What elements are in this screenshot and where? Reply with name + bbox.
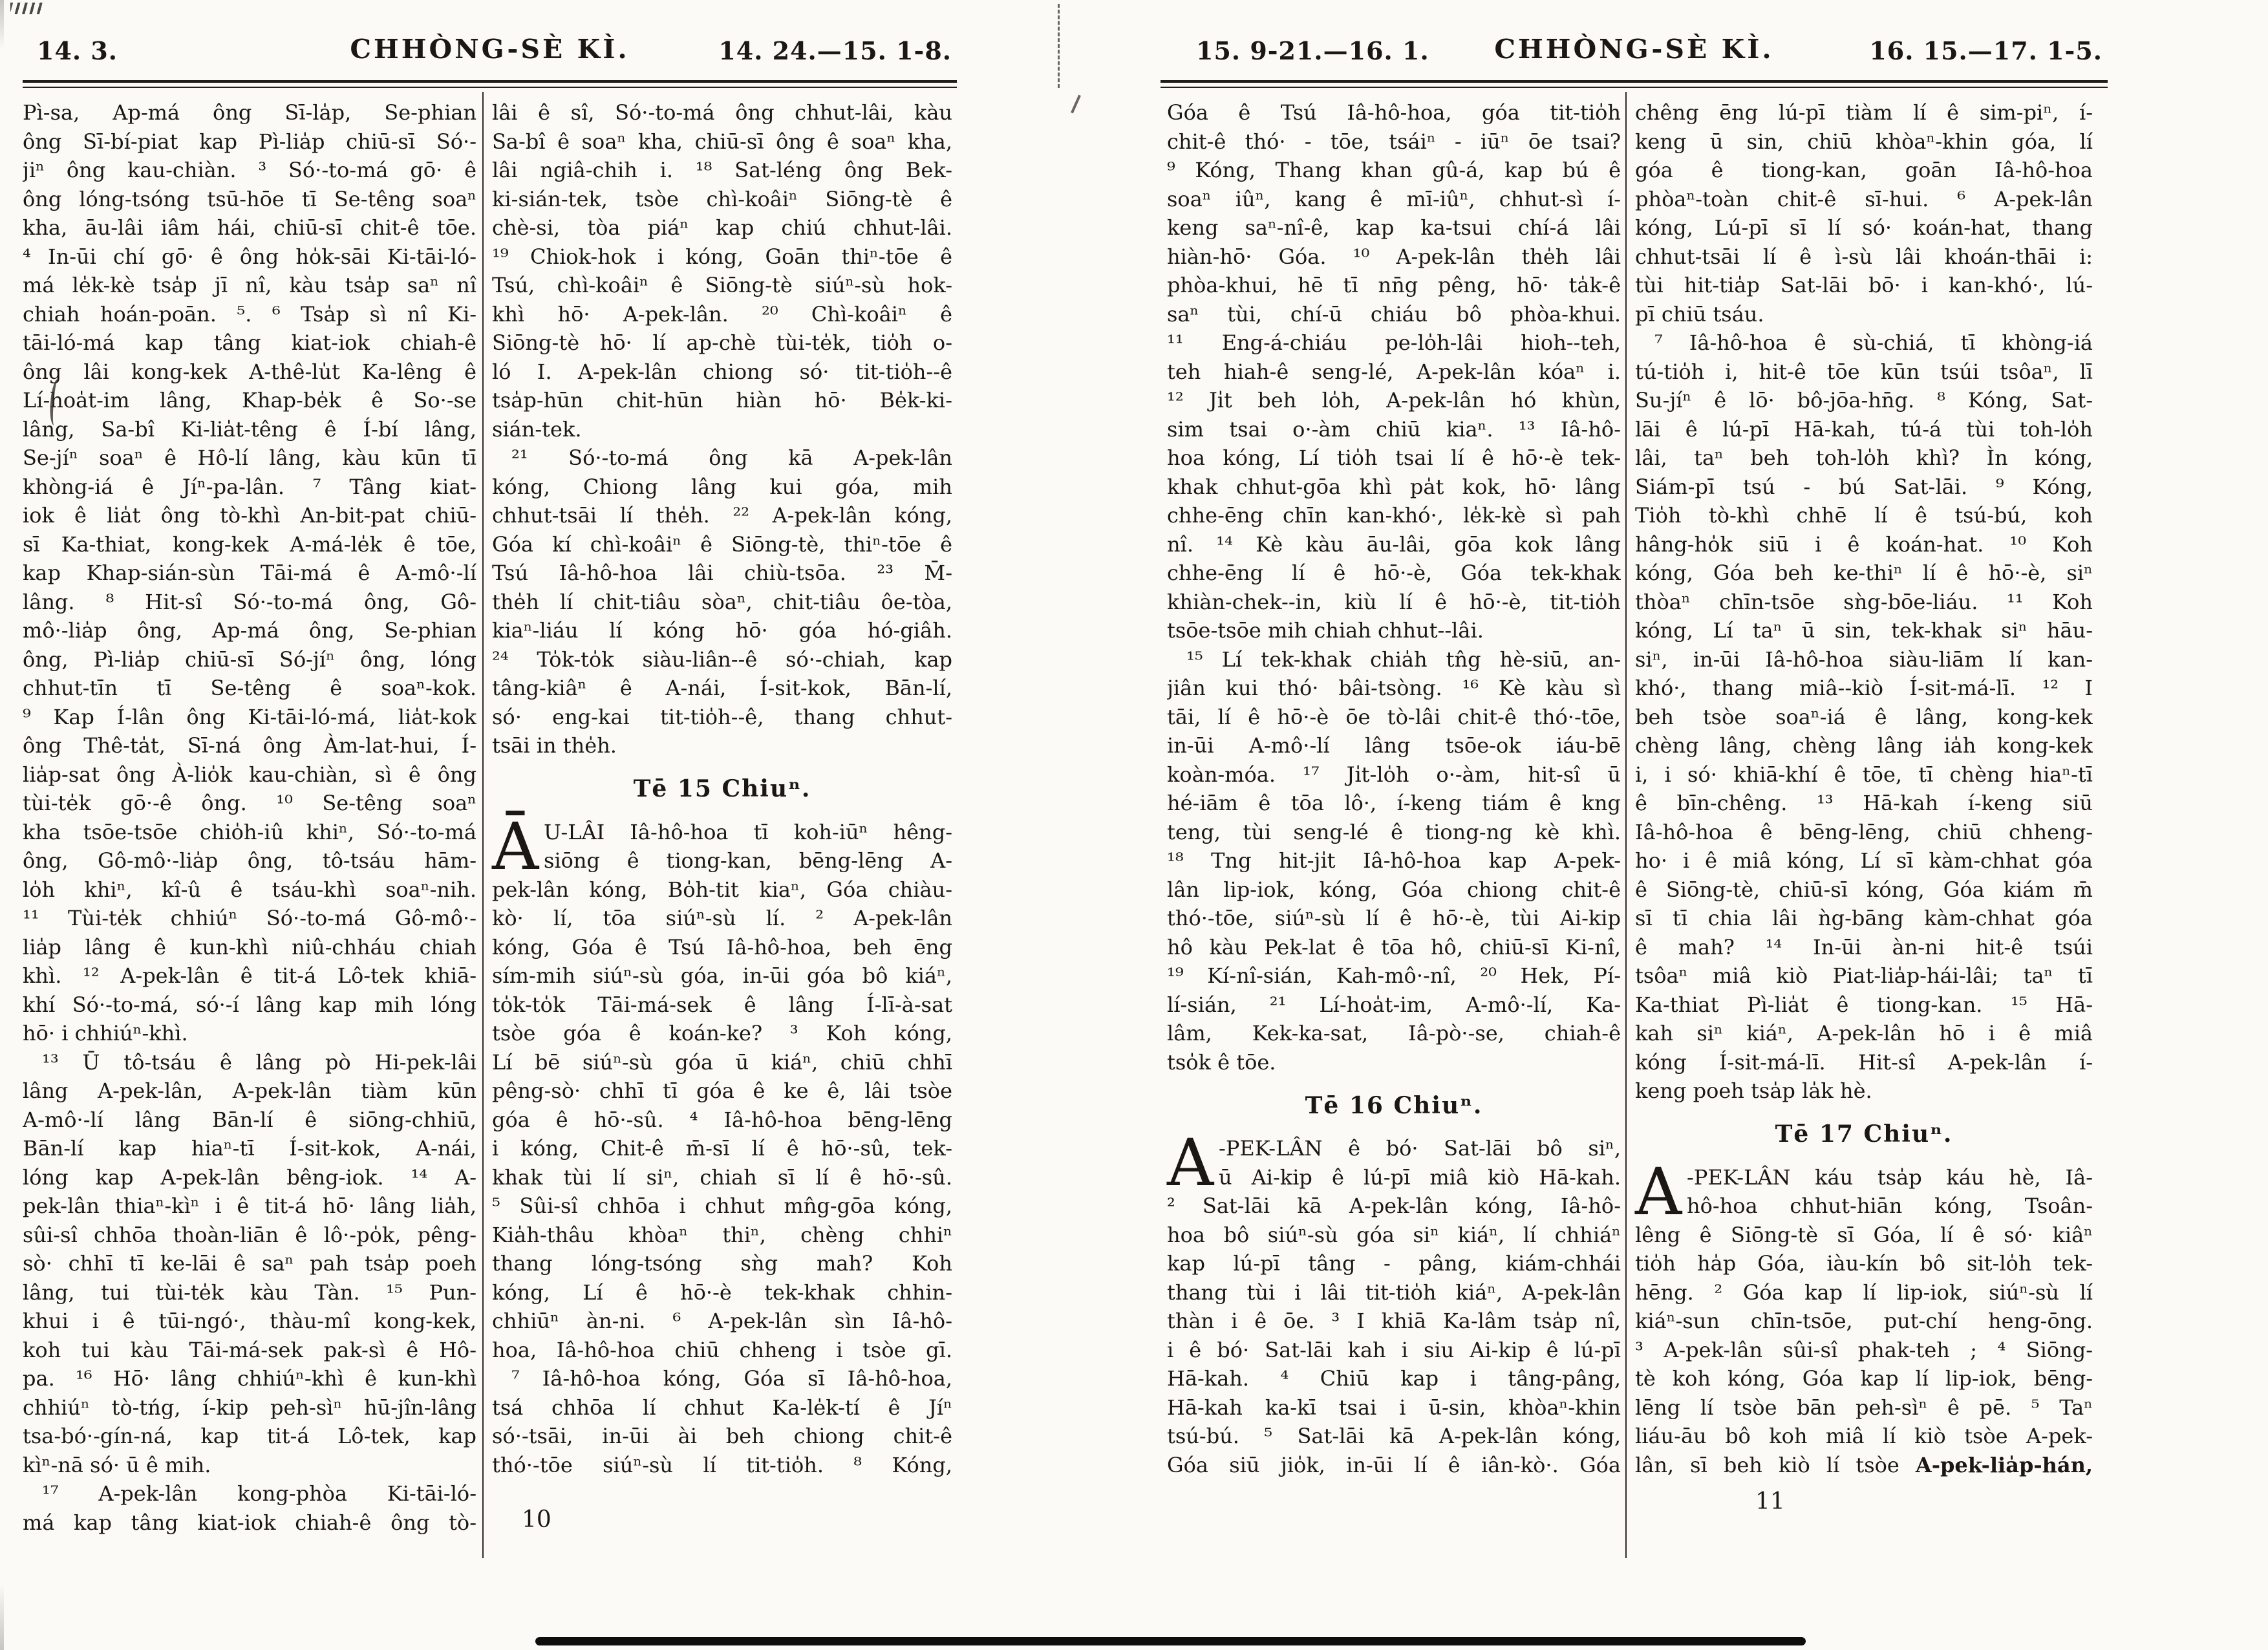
- text-line: Iâ-hô-hoa ê bēng-lēng, chiū chheng-: [1635, 819, 2093, 844]
- text-column-right: [1635, 98, 2093, 1479]
- text-line: ông, Pì-lia̍p chiū-sī Só-jíⁿ ông, lóng: [23, 647, 476, 672]
- text-line: khak tùi lí siⁿ, chiah sī lí ê hō·-sû.: [492, 1164, 952, 1190]
- text-line: hoa, Iâ-hô-hoa chiū chheng i tsòe gī.: [492, 1337, 952, 1362]
- drop-cap: Ā: [492, 808, 539, 884]
- running-ref-left: 14. 3.: [37, 36, 118, 65]
- text-line: chhut-tsāi lí the̍h. ²² A-pek-lân kóng,: [492, 503, 952, 528]
- text-line: thàn i ê ōe. ³ I khiā Ka-lâm tsa̍p nî,: [1167, 1309, 1621, 1333]
- text-line: lo̍h khiⁿ, kî-û ê tsáu-khì soaⁿ-nih.: [23, 877, 476, 902]
- text-line: só· eng-kai tit-tio̍h--ê, thang chhut-: [492, 704, 952, 729]
- text-line: chiah hoán-poān. ⁵. ⁶ Tsa̍p sì nî Ki-: [23, 301, 476, 327]
- text-line: ²¹ Só·-to-má ông kā A-pek-lân: [511, 445, 952, 470]
- text-line: hoa bô siúⁿ-sù góa siⁿ kiáⁿ, lí chhiáⁿ: [1167, 1222, 1621, 1247]
- header-rule: [23, 80, 957, 88]
- text-line: lâng, Sa-bî Ki-lia̍t-têng ê Í-bí lâng,: [23, 416, 476, 442]
- text-line: kha, āu-lâi iâm hái, chiū-sī chit-ê tōe.: [23, 215, 476, 240]
- text-line: ê mah? ¹⁴ In-ūi àn-ni hit-ê tsúi: [1635, 934, 2093, 959]
- text-line: khì. ¹² A-pek-lân ê tit-á Lô-tek khiā-: [23, 963, 476, 988]
- text-line: jiⁿ ông kau-chiàn. ³ Só·-to-má gō· ê: [23, 158, 476, 182]
- page-left: [23, 26, 957, 1623]
- drop-cap: A: [1167, 1125, 1214, 1201]
- text-line: mô·-lia̍p ông, Ap-má ông, Se-phian: [23, 618, 476, 643]
- text-line: khí Só·-to-má, só·-í lâng kap mih lóng: [23, 992, 476, 1017]
- text-line: kap lú-pī tâng - pâng, kiám-chhái: [1167, 1251, 1621, 1276]
- emphasized-name: A-pek-lia̍p-hán,: [1915, 1452, 2093, 1477]
- text-line: lāi ê lú-pī Hā-kah, tú-á tùi toh-lo̍h: [1635, 416, 2093, 442]
- text-line: lâi ê sî, Só·-to-má ông chhut-lâi, kàu: [492, 100, 952, 125]
- text-line: sûi-sî chhōa thoàn-liān ê lô·-po̍k, pêng-: [23, 1222, 476, 1247]
- text-line: pêng-sò· chhī tī góa ê ke ê, lâi tsòe: [492, 1078, 952, 1103]
- text-line: lâm, Kek-ka-sat, Iâ-pò·-se, chiah-ê: [1167, 1021, 1621, 1045]
- text-line: lēng lí tsòe bān peh-sìⁿ ê pē. ⁵ Taⁿ: [1635, 1395, 2093, 1420]
- text-line: tùi-te̍k gō·-ê ông. ¹⁰ Se-têng soaⁿ: [23, 791, 476, 815]
- text-line: chèng lâng, chèng lâng ia̍h kong-kek: [1635, 733, 2093, 758]
- text-line: hô-hoa chhut-hiān kóng, Tsoân-: [1687, 1194, 2093, 1218]
- text-line: saⁿ tùi, chí-ū chiáu bô phòa-khui.: [1167, 301, 1621, 327]
- text-line: ¹¹ Tùi-te̍k chhiúⁿ Só·-to-má Gô-mô·-: [23, 906, 476, 930]
- text-line: thó·-tōe siúⁿ-sù lí tit-tio̍h. ⁸ Kóng,: [492, 1452, 952, 1477]
- text-line: ¹⁹ Kí-nî-sián, Kah-mô·-nî, ²⁰ Hek, Pí-: [1167, 963, 1621, 988]
- text-line: Se-jíⁿ soaⁿ ê Hô-lí lâng, kàu kūn tī: [23, 445, 476, 470]
- text-line: ⁷ Iâ-hô-hoa ê sù-chiá, tī khòng-iá: [1654, 330, 2093, 355]
- text-line: keng poeh tsa̍p la̍k hè.: [1635, 1078, 1872, 1103]
- text-line: chêng ēng lú-pī tiàm lí ê sim-piⁿ, í-: [1635, 100, 2093, 125]
- chapter-heading: Tē 16 Chiuⁿ.: [1305, 1091, 1483, 1119]
- text-line: ¹⁹ Chiok-hok i kóng, Goān thiⁿ-tōe ê: [492, 244, 952, 269]
- text-line: kah siⁿ kiáⁿ, A-pek-lân hō i ê miâ: [1635, 1021, 2093, 1045]
- text-line: sī tī chia lâi ǹg-bāng kàm-chhat góa: [1635, 906, 2093, 930]
- text-line: tsōe-tsōe mih chiah chhut--lâi.: [1167, 618, 1484, 643]
- text-line: khì hō· A-pek-lân. ²⁰ Chì-koâiⁿ ê: [492, 301, 952, 327]
- text-line: tsāi in the̍h.: [492, 733, 617, 758]
- text-line: lâi ngiâ-chih i. ¹⁸ Sat-léng ông Bek-: [492, 158, 952, 182]
- text-line: ¹⁷ A-pek-lân kong-phòa Ki-tāi-ló-: [42, 1481, 476, 1506]
- text-line: pa. ¹⁶ Hō· lâng chhiúⁿ-khì ê kun-khì: [23, 1366, 476, 1391]
- text-line: thó·-tōe, siúⁿ-sù lí ê hō·-è, tùi Ai-kip: [1167, 906, 1621, 930]
- text-line: ū Ai-kip ê lú-pī miâ kiò Hā-kah.: [1219, 1164, 1621, 1190]
- page-number: 10: [522, 1506, 551, 1533]
- text-line: ló I. A-pek-lân chiong só· tit-tio̍h--ê: [492, 359, 952, 384]
- text-line: i ê bó· Sat-lāi kah i siu Ai-kip ê lú-pī: [1167, 1337, 1621, 1362]
- text-line: the̍h lí chit-tiâu sòaⁿ, chit-tiâu ôe-tòa,: [492, 589, 952, 614]
- text-line: Lí bē siúⁿ-sù góa ū kiáⁿ, chiū chhī: [492, 1049, 952, 1075]
- text-line: -PEK-LÂN káu tsa̍p káu hè, Iâ-: [1687, 1164, 2093, 1190]
- text-line: tsú-bú. ⁵ Sat-lāi kā A-pek-lân kóng,: [1167, 1424, 1621, 1448]
- text-line: Góa ê Tsú Iâ-hô-hoa, góa tit-tio̍h: [1167, 100, 1621, 125]
- text-line: lâng. ⁸ Hit-sî Só·-to-má ông, Gô-: [23, 589, 476, 614]
- text-line: pek-lân thiaⁿ-kìⁿ i ê tit-á hō· lâng lia̍h,: [23, 1194, 476, 1218]
- text-line: tsòe góa ê koán-ke? ³ Koh kóng,: [492, 1021, 952, 1045]
- text-line: sò· chhī tī ke-lāi ê saⁿ pah tsa̍p poeh: [23, 1251, 476, 1276]
- text-line: keng ū sin, chiū khòaⁿ-khin góa, lí: [1635, 129, 2093, 154]
- text-line: khòng-iá ê Jíⁿ-pa-lân. ⁷ Tâng kiat-: [23, 474, 476, 499]
- text-line: lóng kap A-pek-lân bêng-iok. ¹⁴ A-: [23, 1164, 476, 1190]
- column-divider: [482, 92, 484, 1558]
- text-line: hé-iām ê tōa lô·, í-keng tiám ê kng: [1167, 791, 1621, 815]
- chapter-heading: Tē 17 Chiuⁿ.: [1775, 1120, 1953, 1148]
- text-line: chhe-ēng chīn kan-khó·, le̍k-kè sì pah: [1167, 503, 1621, 528]
- text-line: siōng ê tiong-kan, bēng-lēng A-: [544, 848, 952, 873]
- text-column-right: [492, 98, 952, 1479]
- text-line: sián-tek.: [492, 416, 582, 442]
- running-title: CHHÒNG-SÈ KÌ.: [1494, 34, 1774, 65]
- running-ref-left: 15. 9-21.—16. 1.: [1196, 36, 1429, 65]
- text-line: ²⁴ To̍k-to̍k siàu-liân--ê só·-chiah, kap: [492, 647, 952, 672]
- text-line: tsa-bó·-gín-ná, kap tit-á Lô-tek, kap: [23, 1424, 476, 1448]
- text-line: koàn-móa. ¹⁷ Ji̍t-lo̍h o·-àm, hit-sî ū: [1167, 762, 1621, 787]
- running-ref-right: 16. 15.—17. 1-5.: [1869, 36, 2102, 65]
- text-line: kóng Í-sit-má-lī. Hit-sî A-pek-lân í-: [1635, 1049, 2093, 1075]
- text-line: kò· lí, tōa siúⁿ-sù lí. ² A-pek-lân: [492, 906, 952, 930]
- text-line: teh hiah-ê seng-lé, A-pek-lân kóaⁿ i.: [1167, 359, 1621, 384]
- text-line: Hā-kah ka-kī tsai i ū-sin, khòaⁿ-khin: [1167, 1395, 1621, 1420]
- text-line: pek-lân kóng, Bo̍h-tit kiaⁿ, Góa chiàu-: [492, 877, 952, 902]
- text-line: soaⁿ iûⁿ, kang ê mī-iûⁿ, chhut-sì í-: [1167, 186, 1621, 211]
- text-line: kóng, Lí ê hō·-è tek-khak chhin-: [492, 1280, 952, 1305]
- text-line: kiáⁿ-sun chīn-tsōe, put-chí heng-ōng.: [1635, 1309, 2093, 1333]
- text-line: U-LÂI Iâ-hô-hoa tī koh-iūⁿ hêng-: [544, 819, 952, 844]
- text-line: tè koh kóng, Góa kap lí lip-iok, bēng-: [1635, 1366, 2093, 1391]
- text-line: kìⁿ-nā só· ū ê mih.: [23, 1452, 211, 1477]
- page-right: [1161, 26, 2108, 1623]
- text-line: thang tùi i lâi tit-tio̍h kiáⁿ, A-pek-lân: [1167, 1280, 1621, 1305]
- text-segment: lân, sī beh kiò lí tsòe: [1635, 1452, 1916, 1477]
- text-line: ³ A-pek-lân sûi-sî phak-teh ; ⁴ Siōng-: [1635, 1337, 2093, 1362]
- gutter-fold-mark: [1058, 4, 1060, 88]
- text-line: ¹¹ Eng-á-chiáu pe-lo̍h-lâi hioh--teh,: [1167, 330, 1621, 355]
- text-column-left: [1167, 98, 1621, 1479]
- text-line: i, i só· khiā-khí ê tōe, tī chèng hiaⁿ-tī: [1635, 762, 2093, 787]
- text-line: hoa kóng, Lí tio̍h tsai lí ê hō·-è tek-: [1167, 445, 1621, 470]
- text-line: Ka-thiat Pì-lia̍t ê tiong-kan. ¹⁵ Hā-: [1635, 992, 2093, 1017]
- text-line: lâng, tui tùi-te̍k kàu Tàn. ¹⁵ Pun-: [23, 1280, 476, 1305]
- text-line: beh tsòe soaⁿ-iá ê lâng, kong-kek: [1635, 704, 2093, 729]
- text-line: Tsú Iâ-hô-hoa lâi chiù-tsōa. ²³ M̄-: [492, 561, 952, 585]
- text-line: siⁿ, in-ūi Iâ-hô-hoa siàu-liām lí kan-: [1635, 647, 2093, 672]
- text-line: ⁵ Sûi-sî chhōa i chhut mn̂g-gōa kóng,: [492, 1194, 952, 1218]
- text-line: Góa kí chì-koâiⁿ ê Siōng-tè, thiⁿ-tōe ê: [492, 531, 952, 557]
- text-line: ⁴ In-ūi chí gō· ê ông ho̍k-sāi Ki-tāi-ló-: [23, 244, 476, 269]
- text-line: chè-si, tòa piáⁿ kap chiú chhut-lâi.: [492, 215, 952, 240]
- text-line: Su-jíⁿ ê lō· bô-jōa-hn̄g. ⁸ Kóng, Sat-: [1635, 388, 2093, 412]
- text-line: jiân kui thó· bâi-tsòng. ¹⁶ Kè kàu sì: [1167, 676, 1621, 700]
- text-line: ⁹ Kap Í-lân ông Ki-tāi-ló-má, lia̍t-kok: [23, 704, 476, 729]
- text-line: ¹⁵ Lí tek-khak chia̍h tn̂g hè-siū, an-: [1186, 647, 1621, 672]
- text-line: Siōng-tè hō· lí ap-chè tùi-te̍k, tio̍h o-: [492, 330, 952, 355]
- text-line: ho· i ê miâ kóng, Lí sī kàm-chhat góa: [1635, 848, 2093, 873]
- scan-artifact-topleft: [10, 3, 44, 14]
- text-line: lâng A-pek-lân, A-pek-lân tiàm kūn: [23, 1078, 476, 1103]
- text-line: kóng, Chiong lâng kui góa, mih: [492, 474, 952, 499]
- gutter-fold-tick: [1071, 94, 1081, 113]
- text-line: tāi, lí ê hō·-è ōe tò-lâi chit-ê thó·-tōe,: [1167, 704, 1621, 729]
- text-line: ¹² Ji̍t beh lo̍h, A-pek-lân hó khùn,: [1167, 388, 1621, 412]
- text-line: tso̍k ê tōe.: [1167, 1049, 1276, 1075]
- text-line: chhe-ēng lí ê hō·-è, Góa tek-khak: [1167, 561, 1621, 585]
- text-line: lêng ê Siōng-tè sī Góa, lí ê só· kiâⁿ: [1635, 1222, 2093, 1247]
- text-line: phòa-khui, hē tī nn̄g pêng, hō· ta̍k-ê: [1167, 273, 1621, 297]
- text-line: góa ê hō·-sû. ⁴ Iâ-hô-hoa bēng-lēng: [492, 1107, 952, 1132]
- text-line: to̍k-to̍k Tāi-má-sek ê lâng Í-lī-à-sat: [492, 992, 952, 1017]
- text-line: Tio̍h tò-khì chhē lí ê tsú-bú, koh: [1635, 503, 2093, 528]
- text-line: tsôaⁿ miâ kiò Piat-lia̍p-hái-lâi; taⁿ tī: [1635, 963, 2093, 988]
- chapter-heading: Tē 15 Chiuⁿ.: [633, 775, 811, 802]
- page-number: 11: [1755, 1488, 1785, 1515]
- text-line: ông Sī-bí-piat kap Pì-lia̍p chiū-sī Só·-: [23, 129, 476, 154]
- column-divider: [1625, 92, 1627, 1558]
- text-line: hâng-ho̍k siū i ê koán-hat. ¹⁰ Koh: [1635, 531, 2093, 557]
- text-line: thang lóng-tsóng sǹg mah? Koh: [492, 1251, 952, 1276]
- text-line: in-ūi A-mô·-lí lâng tsōe-ok iáu-bē: [1167, 733, 1621, 758]
- text-line: chhut-tsāi lí ê ì-sù lâi khoán-thāi i:: [1635, 244, 2093, 269]
- scan-edge-shadow: [535, 1637, 1806, 1645]
- text-line: koh tui kàu Tāi-má-sek pak-sì ê Hô-: [23, 1337, 476, 1362]
- text-column-left: [23, 98, 476, 1537]
- text-line: tâng-kiâⁿ ê A-nái, Í-sit-kok, Bān-lí,: [492, 676, 952, 700]
- text-line: má le̍k-kè tsa̍p jī nî, kàu tsa̍p saⁿ nî: [23, 273, 476, 297]
- text-line: ông Thê-ta̍t, Sī-ná ông Àm-lat-hui, Í-: [23, 733, 476, 758]
- text-line: hēng. ² Góa kap lí lip-iok, siúⁿ-sù lí: [1635, 1280, 2093, 1305]
- text-line: khak chhut-gōa khì pa̍t kok, hō· lâng: [1167, 474, 1621, 499]
- text-line: kiaⁿ-liáu lí kóng hō· góa hó-giâh.: [492, 618, 952, 643]
- text-line: Kia̍h-thâu khòaⁿ thiⁿ, chèng chhiⁿ: [492, 1222, 952, 1247]
- page-header: [23, 26, 957, 76]
- text-line: ông lóng-tsóng tsū-hōe tī Se-têng soaⁿ: [23, 186, 476, 211]
- drop-cap: A: [1635, 1153, 1682, 1230]
- text-line: lân lip-iok, kóng, Góa chiong chit-ê: [1167, 877, 1621, 902]
- text-line: hiàn-hō· Góa. ¹⁰ A-pek-lân the̍h lâi: [1167, 244, 1621, 269]
- text-line: chit-ê thó· - tōe, tsáiⁿ - iūⁿ ōe tsai?: [1167, 129, 1621, 154]
- text-line: Bān-lí kap hiaⁿ-tī Í-sit-kok, A-nái,: [23, 1136, 476, 1161]
- text-line: nî. ¹⁴ Kè kàu āu-lâi, gōa kok lâng: [1167, 531, 1621, 557]
- text-line: hô kàu Pek-lat ê tōa hô, chiū-sī Ki-nî,: [1167, 934, 1621, 959]
- text-line: tsa̍p-hūn chit-hūn hiàn hō· Be̍k-ki-: [492, 388, 952, 412]
- running-title: CHHÒNG-SÈ KÌ.: [350, 34, 630, 65]
- text-line: ⁷ Iâ-hô-hoa kóng, Góa sī Iâ-hô-hoa,: [511, 1366, 952, 1391]
- text-line: -PEK-LÂN ê bó· Sat-lāi bô siⁿ,: [1219, 1136, 1621, 1161]
- text-line: kha tsōe-tsōe chio̍h-iû khiⁿ, Só·-to-má: [23, 819, 476, 844]
- text-line: kóng, Góa beh ke-thiⁿ lí ê hō·-è, siⁿ: [1635, 561, 2093, 585]
- text-line: má kap tâng kiat-iok chiah-ê ông tò-: [23, 1510, 476, 1535]
- text-line: ¹³ Ū tô-tsáu ê lâng pò Hi-pek-lâi: [42, 1049, 476, 1075]
- text-line: lia̍p lâng ê kun-khì niû-chháu chiah: [23, 934, 476, 959]
- text-line: hō· i chhiúⁿ-khì.: [23, 1021, 188, 1045]
- text-line: ki-sián-tek, tsòe chì-koâiⁿ Siōng-tè ê: [492, 186, 952, 211]
- text-line: pī chiū tsáu.: [1635, 301, 1764, 327]
- text-line: liáu-āu bô koh miâ lí kiò tsòe A-pek-: [1635, 1424, 2093, 1448]
- text-line: sím-mih siúⁿ-sù góa, in-ūi góa bô kiáⁿ,: [492, 963, 952, 988]
- text-line: kóng, Lí taⁿ ū sin, tek-khak siⁿ hāu-: [1635, 618, 2093, 643]
- text-line: iok ê lia̍t ông tò-khì An-bit-pat chiū-: [23, 503, 476, 528]
- text-line: i kóng, Chit-ê m̄-sī lí ê hō·-sû, tek-: [492, 1136, 952, 1161]
- text-line: phòaⁿ-toàn chit-ê sī-hui. ⁶ A-pek-lân: [1635, 186, 2093, 211]
- text-line: tāi-ló-má kap tâng kiat-iok chiah-ê: [23, 330, 476, 355]
- text-line: sī Ka-thiat, kong-kek A-má-le̍k ê tōe,: [23, 531, 476, 557]
- text-line: chhiūⁿ àn-ni. ⁶ A-pek-lân sìn Iâ-hô-: [492, 1309, 952, 1333]
- text-line: Hā-kah. ⁴ Chiū kap i tâng-pâng,: [1167, 1366, 1621, 1391]
- text-line: teng, tùi seng-lé ê tiong-ng kè khì.: [1167, 819, 1621, 844]
- text-line: kóng, Lú-pī sī lí só· koán-hat, thang: [1635, 215, 2093, 240]
- text-line: tio̍h ha̍p Góa, iàu-kín bô sit-lo̍h tek-: [1635, 1251, 2093, 1276]
- text-line: tùi hit-tia̍p Sat-lāi bō· i kan-khó·, lú-: [1635, 273, 2093, 297]
- text-line: ê Siōng-tè, chiū-sī kóng, Góa kiám m̄: [1635, 877, 2093, 902]
- text-line: tsá chhōa lí chhut Ka-le̍k-tí ê Jíⁿ: [492, 1395, 952, 1420]
- text-line: khiàn-chek--in, kiù lí ê hō·-è, tit-tio̍h: [1167, 589, 1621, 614]
- text-line: ² Sat-lāi kā A-pek-lân kóng, Iâ-hô-: [1167, 1194, 1621, 1218]
- text-line: ⁹ Kóng, Thang khan gû-á, kap bú ê: [1167, 158, 1621, 182]
- text-line: tú-tio̍h i, hit-ê tōe kūn tsúi tsôaⁿ, lī: [1635, 359, 2093, 384]
- text-line: kap Khap-sián-sùn Tāi-má ê A-mô·-lí: [23, 561, 476, 585]
- text-line: [1635, 1451, 2093, 1480]
- text-line: lia̍p-sat ông À-lio̍k kau-chiàn, sì ê ông: [23, 762, 476, 787]
- text-line: A-mô·-lí lâng Bān-lí ê siōng-chhiū,: [23, 1107, 476, 1132]
- text-line: lí-sián, ²¹ Lí-hoa̍t-im, A-mô·-lí, Ka-: [1167, 992, 1621, 1017]
- text-line: khui i ê tūi-ngó·, thàu-mî kong-kek,: [23, 1309, 476, 1333]
- text-line: ê bīn-chêng. ¹³ Hā-kah í-keng siū: [1635, 791, 2093, 815]
- page-header: [1161, 26, 2108, 76]
- text-line: khó·, thang miâ--kiò Í-sit-má-lī. ¹² I: [1635, 676, 2093, 700]
- text-line: Sa-bî ê soaⁿ kha, chiū-sī ông ê soaⁿ kha,: [492, 129, 952, 154]
- text-line: Lí-hoa̍t-im lâng, Khap-be̍k ê So·-se: [23, 388, 476, 412]
- header-rule: [1161, 80, 2108, 88]
- text-line: chhiúⁿ tò-tńg, í-kip peh-sìⁿ hū-jîn-lâng: [23, 1395, 476, 1420]
- text-line: Siám-pī tsú - bú Sat-lāi. ⁹ Kóng,: [1635, 474, 2093, 499]
- text-line: só·-tsāi, in-ūi ài beh chiong chit-ê: [492, 1424, 952, 1448]
- running-ref-right: 14. 24.—15. 1-8.: [718, 36, 952, 65]
- text-line: Pì-sa, Ap-má ông Sī-la̍p, Se-phian: [23, 100, 476, 125]
- text-line: keng saⁿ-nî-ê, kap ka-tsui chí-á lâi: [1167, 215, 1621, 240]
- text-line: chhut-tīn tī Se-têng ê soaⁿ-kok.: [23, 676, 476, 700]
- text-line: thòaⁿ chīn-tsōe sǹg-bōe-liáu. ¹¹ Koh: [1635, 589, 2093, 614]
- text-line: sim tsai o·-àm chiū kiaⁿ. ¹³ Iâ-hô-: [1167, 416, 1621, 442]
- text-line: ông, Gô-mô·-lia̍p ông, tô-tsáu hām-: [23, 848, 476, 873]
- scan-edge-left: [0, 0, 4, 1650]
- text-line: Tsú, chì-koâiⁿ ê Siōng-tè siúⁿ-sù hok-: [492, 273, 952, 297]
- text-line: ¹⁸ Tng hit-ji̍t Iâ-hô-hoa kap A-pek-: [1167, 848, 1621, 873]
- text-line: Góa siū jio̍k, in-ūi lí ê iân-kò·. Góa: [1167, 1452, 1621, 1477]
- text-line: kóng, Góa ê Tsú Iâ-hô-hoa, beh ēng: [492, 934, 952, 959]
- text-line: lâi, taⁿ beh toh-lo̍h khì? Ìn kóng,: [1635, 445, 2093, 470]
- text-line: ông lâi kong-kek A-thê-lu̍t Ka-lêng ê: [23, 359, 476, 384]
- text-line: góa ê tiong-kan, goān Iâ-hô-hoa: [1635, 158, 2093, 182]
